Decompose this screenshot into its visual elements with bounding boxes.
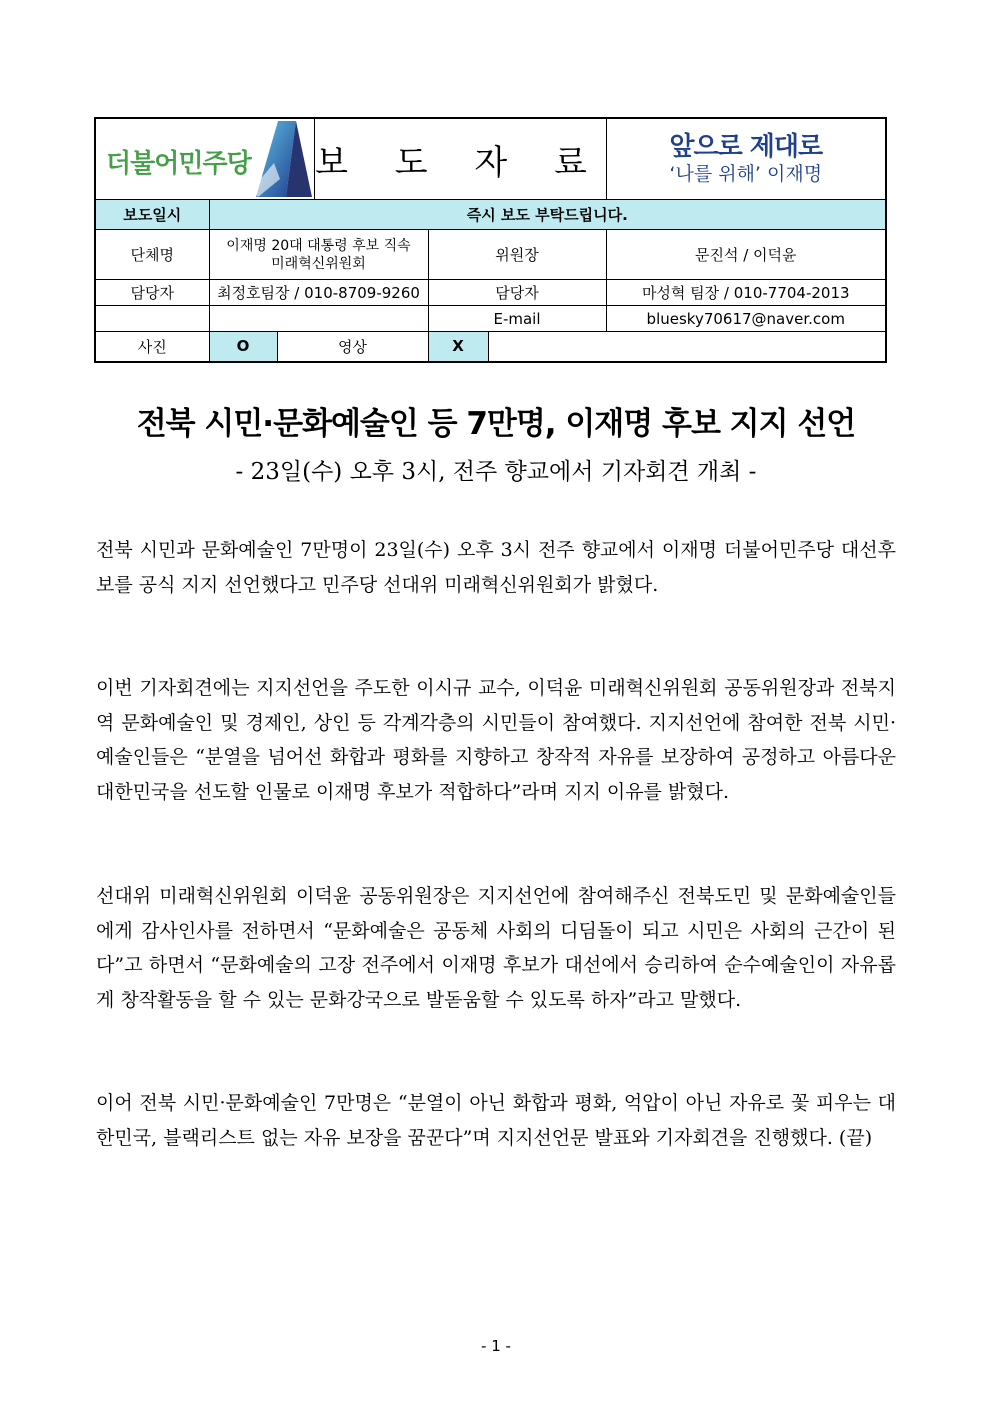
page-number: - 1 - [481,1337,511,1355]
photo-value: O [209,332,277,362]
party-logo-cell [95,118,314,200]
org-label: 단체명 [95,230,209,280]
contact1-label: 담당자 [95,280,209,306]
body-paragraph-1: 전북 시민과 문화예술인 7만명이 23일(수) 오후 3시 전주 향교에서 이재명 더불어민주당 대선후보를 공식 지지 선언했다고 민주당 선대위 미래혁신위원회가 밝혔다. [96,539,896,596]
org-value-line1: 이재명 20대 대통령 후보 직속 [226,237,411,254]
contact2-value: 마성혁 팀장 / 010-7704-2013 [606,280,886,306]
press-release-header-table [94,117,887,363]
body-paragraph-3: 선대위 미래혁신위원회 이덕윤 공동위원장은 지지선언에 참여해주신 전북도민 및 문화예술인들에게 감사인사를 전하면서 “문화예술은 공동체 사회의 디딤돌이 되고 시민은 사회의 근간이 된다”고 하면서 “문화예술의 고장 전주에서 이재명 후보가 대선에서 승리하여 순수예술인이 자유롭게 창작활동을 할 수 있는 문화강국으로 발돋움할 수 있도록 하자”라고 말했다. [96,885,896,1011]
doc-title: 보 도 자 료 [315,142,605,183]
doc-title-cell [314,118,606,200]
email-label: E-mail [428,306,606,332]
video-label-cell [277,332,428,362]
chair-value: 문진석 / 이덕윤 [606,230,886,280]
org-value [209,230,428,280]
contact1-value: 최정호팀장 / 010-8709-9260 [209,280,428,306]
body-paragraph-4: 이어 전북 시민·문화예술인 7만명은 “분열이 아닌 화합과 평화, 억압이 아닌 자유로 꽃 피우는 대한민국, 블랙리스트 없는 자유 보장을 꿈꾼다”며 지지선언문 발표와 기자회견을 진행했다. (끝) [96,1092,896,1149]
release-value: 즉시 보도 부탁드립니다. [209,200,886,230]
slogan-line1: 앞으로 제대로 [669,132,823,162]
subhead: - 23일(수) 오후 3시, 전주 향교에서 기자회견 개최 - [235,459,757,485]
video-label: 영상 [338,337,367,356]
empty-cell [209,306,428,332]
photo-label: 사진 [137,337,167,356]
body-paragraph-2: 이번 기자회견에는 지지선언을 주도한 이시규 교수, 이덕윤 미래혁신위원회 공동위원장과 전북지역 문화예술인 및 경제인, 상인 등 각계각층의 시민들이 참여했다. 지지선언에 참여한 전북 시민·예술인들은 “분열을 넘어선 화합과 평화를 지향하고 창작적 자유를 보장하여 공정하고 아름다운 대한민국을 선도할 인물로 이재명 후보가 적합하다”라며 지지 이유를 밝혔다. [96,677,896,803]
contact2-label: 담당자 [428,280,606,306]
headline: 전북 시민·문화예술인 등 7만명, 이재명 후보 지지 선언 [136,406,856,442]
party-emblem-icon [246,119,316,199]
photo-label-cell [95,332,209,362]
email-value: bluesky70617@naver.com [606,306,886,332]
chair-label: 위원장 [428,230,606,280]
slogan-line2: ‘나를 위해’ 이재명 [669,163,823,185]
org-value-line2: 미래혁신위원회 [271,255,366,272]
slogan-cell [606,118,886,200]
video-value: X [428,332,488,362]
release-label: 보도일시 [95,200,209,230]
empty-cell [488,332,886,362]
empty-cell [95,306,209,332]
party-logo: 더불어민주당 [106,149,251,179]
